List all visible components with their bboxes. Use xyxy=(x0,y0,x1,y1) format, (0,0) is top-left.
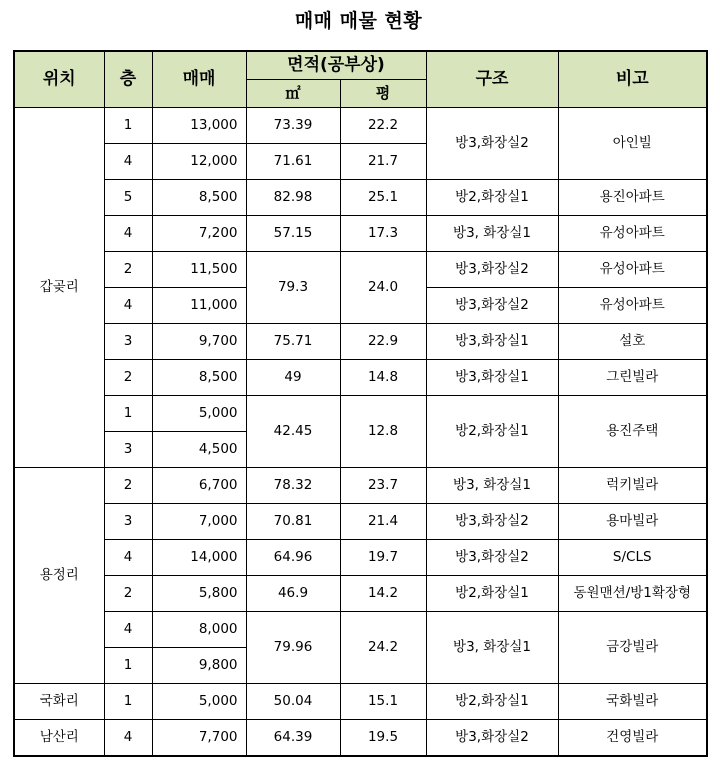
header-area: 면적(공부상) xyxy=(246,51,426,80)
structure-cell: 방3, 화장실1 xyxy=(426,468,558,504)
price-cell: 7,000 xyxy=(152,504,246,540)
structure-cell: 방3,화장실2 xyxy=(426,504,558,540)
structure-cell: 방3,화장실1 xyxy=(426,360,558,396)
table-row xyxy=(14,720,707,757)
price-cell: 8,500 xyxy=(152,360,246,396)
table-row xyxy=(14,108,707,144)
pyeong-cell: 23.7 xyxy=(340,468,426,504)
sqm-cell: 64.96 xyxy=(246,540,340,576)
structure-cell: 방3,화장실2 xyxy=(426,720,558,757)
table-row xyxy=(14,180,707,216)
remarks-cell: 그린빌라 xyxy=(558,360,707,396)
header-floor: 층 xyxy=(104,51,152,108)
remarks-cell: 설호 xyxy=(558,324,707,360)
pyeong-cell: 21.4 xyxy=(340,504,426,540)
sqm-cell: 42.45 xyxy=(246,396,340,468)
price-cell: 14,000 xyxy=(152,540,246,576)
price-cell: 5,000 xyxy=(152,684,246,720)
floor-cell: 2 xyxy=(104,252,152,288)
remarks-cell: 용진주택 xyxy=(558,396,707,468)
remarks-cell: 아인빌 xyxy=(558,108,707,180)
floor-cell: 4 xyxy=(104,612,152,648)
pyeong-cell: 19.7 xyxy=(340,540,426,576)
header-sqm: ㎡ xyxy=(246,80,340,108)
pyeong-cell: 25.1 xyxy=(340,180,426,216)
pyeong-cell: 24.0 xyxy=(340,252,426,324)
floor-cell: 5 xyxy=(104,180,152,216)
remarks-cell: 동원맨션/방1확장형 xyxy=(558,576,707,612)
structure-cell: 방3,화장실2 xyxy=(426,540,558,576)
price-cell: 9,700 xyxy=(152,324,246,360)
sqm-cell: 82.98 xyxy=(246,180,340,216)
pyeong-cell: 22.2 xyxy=(340,108,426,144)
sqm-cell: 57.15 xyxy=(246,216,340,252)
page-title: 매매 매물 현황 xyxy=(294,10,423,32)
table-row xyxy=(14,684,707,720)
structure-cell: 방3,화장실2 xyxy=(426,288,558,324)
header-price: 매매 xyxy=(152,51,246,108)
remarks-cell: 유성아파트 xyxy=(558,288,707,324)
sqm-cell: 78.32 xyxy=(246,468,340,504)
sqm-cell: 46.9 xyxy=(246,576,340,612)
sqm-cell: 73.39 xyxy=(246,108,340,144)
sqm-cell: 71.61 xyxy=(246,144,340,180)
header-location: 위치 xyxy=(14,51,104,108)
table-row xyxy=(14,612,707,648)
floor-cell: 3 xyxy=(104,432,152,468)
price-cell: 4,500 xyxy=(152,432,246,468)
pyeong-cell: 24.2 xyxy=(340,612,426,684)
location-cell: 국화리 xyxy=(14,684,104,720)
pyeong-cell: 19.5 xyxy=(340,720,426,757)
table-row xyxy=(14,252,707,288)
table-row xyxy=(14,504,707,540)
price-cell: 13,000 xyxy=(152,108,246,144)
remarks-cell: 국화빌라 xyxy=(558,684,707,720)
structure-cell: 방3, 화장실1 xyxy=(426,216,558,252)
table-row xyxy=(14,360,707,396)
price-cell: 6,700 xyxy=(152,468,246,504)
floor-cell: 4 xyxy=(104,288,152,324)
floor-cell: 1 xyxy=(104,648,152,684)
pyeong-cell: 22.9 xyxy=(340,324,426,360)
floor-cell: 3 xyxy=(104,324,152,360)
price-cell: 7,700 xyxy=(152,720,246,757)
price-cell: 8,000 xyxy=(152,612,246,648)
location-cell: 갑곶리 xyxy=(14,108,104,468)
floor-cell: 3 xyxy=(104,504,152,540)
pyeong-cell: 14.8 xyxy=(340,360,426,396)
remarks-cell: 용진아파트 xyxy=(558,180,707,216)
sqm-cell: 79.3 xyxy=(246,252,340,324)
floor-cell: 2 xyxy=(104,576,152,612)
floor-cell: 2 xyxy=(104,468,152,504)
header-pyeong: 평 xyxy=(340,80,426,108)
structure-cell: 방3,화장실2 xyxy=(426,252,558,288)
floor-cell: 2 xyxy=(104,360,152,396)
pyeong-cell: 14.2 xyxy=(340,576,426,612)
listing-table xyxy=(13,50,708,757)
structure-cell: 방2,화장실1 xyxy=(426,576,558,612)
table-row xyxy=(14,216,707,252)
header-structure: 구조 xyxy=(426,51,558,108)
header-row xyxy=(14,51,707,80)
structure-cell: 방3,화장실1 xyxy=(426,324,558,360)
location-cell: 용정리 xyxy=(14,468,104,684)
remarks-cell: 럭키빌라 xyxy=(558,468,707,504)
header-remarks: 비고 xyxy=(558,51,707,108)
structure-cell: 방3,화장실2 xyxy=(426,108,558,180)
floor-cell: 1 xyxy=(104,396,152,432)
structure-cell: 방2,화장실1 xyxy=(426,684,558,720)
price-cell: 5,000 xyxy=(152,396,246,432)
price-cell: 7,200 xyxy=(152,216,246,252)
price-cell: 12,000 xyxy=(152,144,246,180)
remarks-cell: 유성아파트 xyxy=(558,252,707,288)
table-row xyxy=(14,468,707,504)
floor-cell: 1 xyxy=(104,108,152,144)
table-row xyxy=(14,396,707,432)
remarks-cell: 금강빌라 xyxy=(558,612,707,684)
floor-cell: 4 xyxy=(104,144,152,180)
remarks-cell: 유성아파트 xyxy=(558,216,707,252)
table-row xyxy=(14,540,707,576)
price-cell: 8,500 xyxy=(152,180,246,216)
sqm-cell: 79.96 xyxy=(246,612,340,684)
table-row xyxy=(14,324,707,360)
floor-cell: 4 xyxy=(104,540,152,576)
pyeong-cell: 12.8 xyxy=(340,396,426,468)
remarks-cell: S/CLS xyxy=(558,540,707,576)
price-cell: 9,800 xyxy=(152,648,246,684)
structure-cell: 방2,화장실1 xyxy=(426,180,558,216)
pyeong-cell: 21.7 xyxy=(340,144,426,180)
price-cell: 11,500 xyxy=(152,252,246,288)
sqm-cell: 64.39 xyxy=(246,720,340,757)
structure-cell: 방3, 화장실1 xyxy=(426,612,558,684)
remarks-cell: 용마빌라 xyxy=(558,504,707,540)
sqm-cell: 49 xyxy=(246,360,340,396)
pyeong-cell: 15.1 xyxy=(340,684,426,720)
location-cell: 남산리 xyxy=(14,720,104,757)
floor-cell: 4 xyxy=(104,720,152,757)
floor-cell: 1 xyxy=(104,684,152,720)
price-cell: 11,000 xyxy=(152,288,246,324)
table-row xyxy=(14,576,707,612)
floor-cell: 4 xyxy=(104,216,152,252)
remarks-cell: 건영빌라 xyxy=(558,720,707,757)
price-cell: 5,800 xyxy=(152,576,246,612)
structure-cell: 방2,화장실1 xyxy=(426,396,558,468)
pyeong-cell: 17.3 xyxy=(340,216,426,252)
sqm-cell: 70.81 xyxy=(246,504,340,540)
sqm-cell: 75.71 xyxy=(246,324,340,360)
sqm-cell: 50.04 xyxy=(246,684,340,720)
